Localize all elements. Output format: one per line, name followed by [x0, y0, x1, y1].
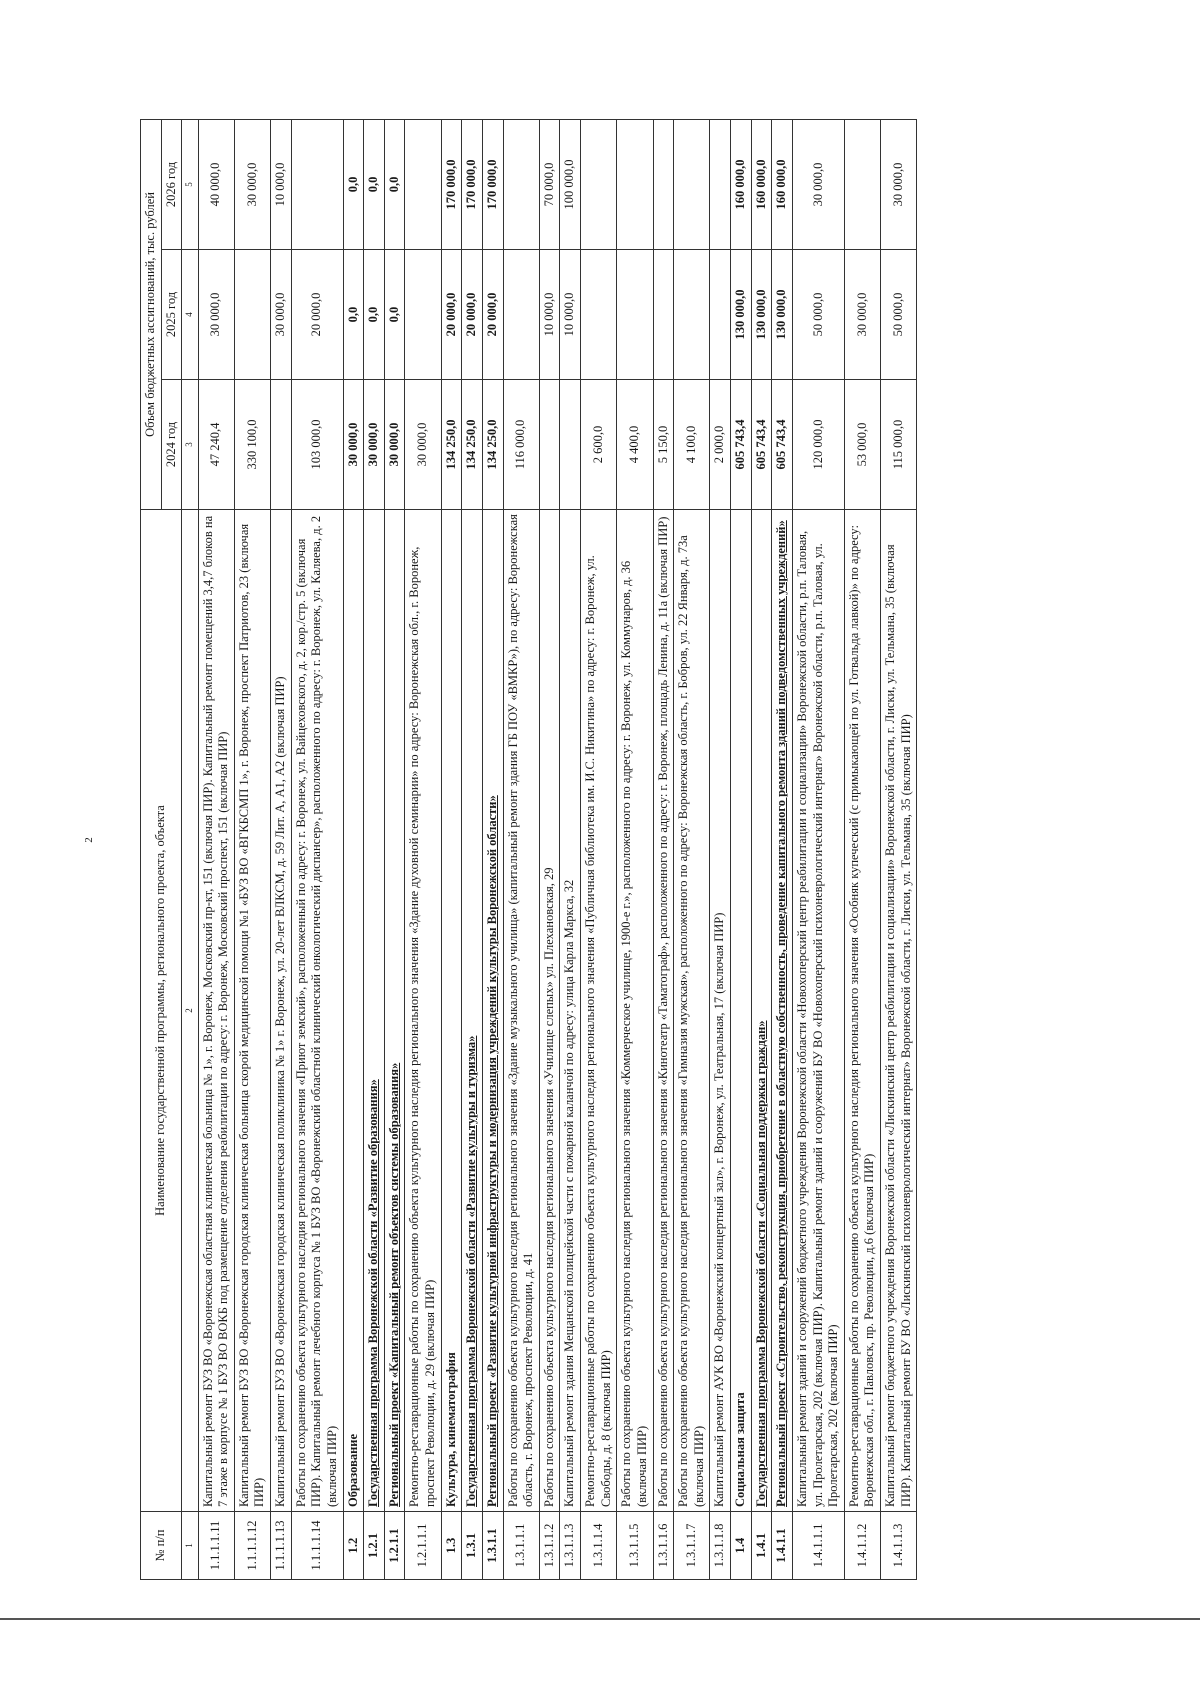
row-name: Капитальный ремонт АУК ВО «Воронежский концертный зал», г. Воронеж, ул. Театральная, 17 (включая ПИР) — [710, 510, 731, 1512]
row-value-2024: 605 743,4 — [731, 380, 752, 510]
row-name: Работы по сохранению объекта культурного наследия регионального значения «Коммерческое училище, 1900-е г.», расположенного по адресу: г. Воронеж, ул. Коммунаров, д. 36 (включая ПИР) — [617, 510, 653, 1512]
row-name: Ремонтно-реставрационные работы по сохранению объекта культурного наследия регионального значения «Здание духовной семинарии» по адресу: Воронежская обл., г. Воронеж, проспект Революции, д. 29 (включая ПИР) — [405, 510, 441, 1512]
row-name: Государственная программа Воронежской области «Развитие образования» — [364, 510, 385, 1512]
header-index-4: 4 — [182, 250, 198, 380]
row-value-2024 — [560, 380, 581, 510]
row-name: Ремонтно-реставрационные работы по сохранению объекта культурного наследия регионального значения «Особняк купеческий (с примыкающей по ул. Готвальда лавкой)» по адресу: Воронежская обл., г. Павловск, пр. Революции, д.6 (включая ПИР) — [844, 510, 880, 1512]
row-number: 1.1.1.1.11 — [198, 1512, 234, 1580]
row-number: 1.4.1.1.3 — [881, 1512, 917, 1580]
row-value-2026: 30 000,0 — [792, 119, 844, 249]
row-value-2026 — [581, 119, 617, 249]
header-index-2: 2 — [182, 510, 198, 1512]
table-row — [617, 119, 653, 1579]
row-value-2025 — [653, 250, 674, 380]
row-value-2026: 170 000,0 — [462, 119, 483, 249]
table-row — [751, 119, 772, 1579]
row-value-2024: 605 743,4 — [772, 380, 793, 510]
row-number: 1.3.1 — [462, 1512, 483, 1580]
budget-table — [140, 119, 917, 1580]
row-value-2026 — [291, 119, 343, 249]
row-value-2026: 160 000,0 — [772, 119, 793, 249]
page-number-mark: 2 — [82, 837, 95, 843]
row-value-2025 — [234, 250, 270, 380]
row-value-2025: 130 000,0 — [751, 250, 772, 380]
table-row — [482, 119, 503, 1579]
row-value-2024: 2 600,0 — [581, 380, 617, 510]
row-name: Региональный проект «Строительство, реконструкция, приобретение в областную собственность, проведение капитального ремонта зданий подведомственных учреждений» — [772, 510, 793, 1512]
row-value-2025: 10 000,0 — [539, 250, 560, 380]
table-row — [710, 119, 731, 1579]
table-row — [653, 119, 674, 1579]
row-value-2024 — [271, 380, 292, 510]
row-value-2026 — [405, 119, 441, 249]
row-value-2024: 134 250,0 — [482, 380, 503, 510]
row-value-2024: 116 000,0 — [503, 380, 539, 510]
row-value-2024: 103 000,0 — [291, 380, 343, 510]
row-value-2026 — [710, 119, 731, 249]
row-number: 1.4.1 — [751, 1512, 772, 1580]
row-value-2025: 50 000,0 — [881, 250, 917, 380]
row-name: Капитальный ремонт БУЗ ВО «Воронежская городская клиническая больница скорой медицинской помощи №1 «БУЗ ВО «ВГКБСМП 1», г. Воронеж, проспект Патриотов, 23 (включая ПИР) — [234, 510, 270, 1512]
row-value-2026: 40 000,0 — [198, 119, 234, 249]
row-name: Государственная программа Воронежской области «Развитие культуры и туризма» — [462, 510, 483, 1512]
row-value-2025: 50 000,0 — [792, 250, 844, 380]
row-value-2025 — [674, 250, 710, 380]
row-value-2026: 0,0 — [343, 119, 364, 249]
budget-table-body — [198, 119, 917, 1579]
table-row — [364, 119, 385, 1579]
row-number: 1.1.1.1.12 — [234, 1512, 270, 1580]
row-value-2026: 170 000,0 — [441, 119, 462, 249]
row-value-2025: 130 000,0 — [731, 250, 752, 380]
row-value-2026: 70 000,0 — [539, 119, 560, 249]
header-col-budget: Объем бюджетных ассигнований, тыс. рублей — [141, 119, 162, 509]
row-value-2024: 134 250,0 — [441, 380, 462, 510]
table-row — [844, 119, 880, 1579]
row-number: 1.4.1.1.1 — [792, 1512, 844, 1580]
row-value-2026: 10 000,0 — [271, 119, 292, 249]
row-value-2025: 0,0 — [343, 250, 364, 380]
row-value-2025 — [581, 250, 617, 380]
header-index-5: 5 — [182, 119, 198, 249]
row-value-2025 — [405, 250, 441, 380]
row-value-2026: 30 000,0 — [881, 119, 917, 249]
row-value-2025: 20 000,0 — [291, 250, 343, 380]
header-col-num: № п/п — [141, 1512, 182, 1580]
row-value-2024: 605 743,4 — [751, 380, 772, 510]
row-value-2026: 160 000,0 — [731, 119, 752, 249]
row-number: 1.3.1.1.2 — [539, 1512, 560, 1580]
row-number: 1.3.1.1.5 — [617, 1512, 653, 1580]
row-value-2026 — [503, 119, 539, 249]
row-number: 1.1.1.1.14 — [291, 1512, 343, 1580]
row-number: 1.3.1.1.4 — [581, 1512, 617, 1580]
row-value-2025 — [710, 250, 731, 380]
row-value-2026 — [674, 119, 710, 249]
row-value-2025: 30 000,0 — [198, 250, 234, 380]
header-year-2026: 2026 год — [161, 119, 182, 249]
row-name: Работы по сохранению объекта культурного наследия регионального значения «Кинотеатр «Таматограф», расположенного по адресу: г. Воронеж, площадь Ленина, д. 11а (включая ПИР) — [653, 510, 674, 1512]
row-number: 1.3.1.1.8 — [710, 1512, 731, 1580]
row-value-2024: 30 000,0 — [384, 380, 405, 510]
row-name: Работы по сохранению объекта культурного наследия регионального значения «Здание музыкального училища» (капитальный ремонт здания ГБ ПОУ «ВМКР»), по адресу: Воронежская область, г. Воронеж, проспект Революции, д. 41 — [503, 510, 539, 1512]
row-name: Капитальный ремонт здания Мещанской полицейской части с пожарной каланчой по адресу: улица Карла Маркса, 32 — [560, 510, 581, 1512]
row-value-2026: 170 000,0 — [482, 119, 503, 249]
row-value-2024: 47 240,4 — [198, 380, 234, 510]
table-row — [503, 119, 539, 1579]
table-row — [441, 119, 462, 1579]
header-col-name: Наименование государственной программы, регионального проекта, объекта — [141, 510, 182, 1512]
row-value-2025: 20 000,0 — [441, 250, 462, 380]
row-number: 1.3.1.1.7 — [674, 1512, 710, 1580]
scan-edge-line — [0, 1618, 1200, 1620]
row-name: Государственная программа Воронежской области «Социальная поддержка граждан» — [751, 510, 772, 1512]
row-value-2024: 30 000,0 — [405, 380, 441, 510]
row-number: 1.3.1.1.6 — [653, 1512, 674, 1580]
row-name: Региональный проект «Развитие культурной инфраструктуры и модернизация учреждений культуры Воронежской области» — [482, 510, 503, 1512]
table-row — [731, 119, 752, 1579]
row-value-2025: 10 000,0 — [560, 250, 581, 380]
row-name: Региональный проект «Капитальный ремонт объектов системы образования» — [384, 510, 405, 1512]
row-value-2024: 330 100,0 — [234, 380, 270, 510]
row-value-2025: 130 000,0 — [772, 250, 793, 380]
row-value-2024: 2 000,0 — [710, 380, 731, 510]
row-value-2026 — [653, 119, 674, 249]
table-row — [792, 119, 844, 1579]
row-value-2024: 4 100,0 — [674, 380, 710, 510]
row-number: 1.3.1.1 — [482, 1512, 503, 1580]
row-number: 1.3.1.1.3 — [560, 1512, 581, 1580]
table-row — [384, 119, 405, 1579]
row-name: Ремонтно-реставрационные работы по сохранению объекта культурного наследия регионального значения «Публичная библиотека им. И.С. Никитина» по адресу: г. Воронеж, ул. Свободы, д. 8 (включая ПИР) — [581, 510, 617, 1512]
row-number: 1.4.1.1 — [772, 1512, 793, 1580]
header-index-1: 1 — [182, 1512, 198, 1580]
row-name: Работы по сохранению объекта культурного наследия регионального значения «Училище слепых» ул. Плехановская, 29 — [539, 510, 560, 1512]
row-number: 1.4.1.1.2 — [844, 1512, 880, 1580]
row-value-2025 — [617, 250, 653, 380]
row-value-2025: 20 000,0 — [462, 250, 483, 380]
header-year-2024: 2024 год — [161, 380, 182, 510]
table-row — [674, 119, 710, 1579]
row-number: 1.4 — [731, 1512, 752, 1580]
row-name: Образование — [343, 510, 364, 1512]
row-name: Капитальный ремонт бюджетного учреждения Воронежской области «Лискинский центр реабилитации и социализации» Воронежской области, г. Лиски, ул. Тельмана, 35 (включая ПИР). Капитальный ремонт БУ ВО «Лискинский психоневрологический интернат» Воронежской области, г. Лиски, ул. Тельмана, 35 (включая ПИР) — [881, 510, 917, 1512]
row-value-2025: 30 000,0 — [844, 250, 880, 380]
table-row — [772, 119, 793, 1579]
table-row — [539, 119, 560, 1579]
row-value-2026: 100 000,0 — [560, 119, 581, 249]
row-number: 1.2 — [343, 1512, 364, 1580]
row-value-2024: 30 000,0 — [364, 380, 385, 510]
row-value-2024: 115 000,0 — [881, 380, 917, 510]
row-value-2024 — [539, 380, 560, 510]
row-value-2025: 20 000,0 — [482, 250, 503, 380]
header-index-3: 3 — [182, 380, 198, 510]
table-row — [881, 119, 917, 1579]
row-name: Капитальный ремонт зданий и сооружений бюджетного учреждения Воронежской области «Новохоперский центр реабилитации и социализации» Воронежской области, р.п. Таловая, ул. Пролетарская, 202 (включая ПИР). Капитальный ремонт зданий и сооружений БУ ВО «Новохоперский психоневрологический интернат» Воронежской области, р.п. Таловая, ул. Пролетарская, 202 (включая ПИР) — [792, 510, 844, 1512]
row-number: 1.2.1.1 — [384, 1512, 405, 1580]
row-value-2026: 0,0 — [364, 119, 385, 249]
row-value-2024: 53 000,0 — [844, 380, 880, 510]
row-number: 1.2.1.1.1 — [405, 1512, 441, 1580]
row-name: Капитальный ремонт БУЗ ВО «Воронежская городская клиническая поликлиника № 1» г. Воронеж, ул. 20-лет ВЛКСМ, д. 59 Лит. А, А1, А2 (включая ПИР) — [271, 510, 292, 1512]
header-year-2025: 2025 год — [161, 250, 182, 380]
row-name: Социальная защита — [731, 510, 752, 1512]
table-row — [405, 119, 441, 1579]
table-row — [271, 119, 292, 1579]
row-value-2024: 134 250,0 — [462, 380, 483, 510]
row-value-2024: 5 150,0 — [653, 380, 674, 510]
table-row — [560, 119, 581, 1579]
table-row — [198, 119, 234, 1579]
row-value-2024: 30 000,0 — [343, 380, 364, 510]
table-row — [291, 119, 343, 1579]
row-name: Работы по сохранению объекта культурного наследия регионального значения «Приют земский», расположенный по адресу: г. Воронеж, ул. Вайцеховского, д. 2, кор./стр. 5 (включая ПИР). Капитальный ремонт лечебного корпуса № 1 БУЗ ВО «Воронежский областной клинический онкологический диспансер», расположенного по адресу: г. Воронеж, ул. Каляева, д. 2 (включая ПИР) — [291, 510, 343, 1512]
row-name: Капитальный ремонт БУЗ ВО «Воронежская областная клиническая больница № 1», г. Воронеж, Московский пр-кт, 151 (включая ПИР). Капитальный ремонт помещений 3,4,7 блоков на 7 этаже в корпусе № 1 БУЗ ВО ВОКБ под размещение отделения реабилитации по адресу: г. Воронеж, Московский проспект, 151 (включая ПИР) — [198, 510, 234, 1512]
row-value-2024: 120 000,0 — [792, 380, 844, 510]
table-row — [343, 119, 364, 1579]
row-name: Культура, кинематография — [441, 510, 462, 1512]
row-value-2025: 30 000,0 — [271, 250, 292, 380]
table-row — [581, 119, 617, 1579]
table-row — [462, 119, 483, 1579]
row-number: 1.2.1 — [364, 1512, 385, 1580]
row-number: 1.3 — [441, 1512, 462, 1580]
row-value-2025: 0,0 — [364, 250, 385, 380]
row-value-2025 — [503, 250, 539, 380]
row-value-2024: 4 400,0 — [617, 380, 653, 510]
row-value-2026: 160 000,0 — [751, 119, 772, 249]
row-value-2025: 0,0 — [384, 250, 405, 380]
table-row — [234, 119, 270, 1579]
row-number: 1.1.1.1.13 — [271, 1512, 292, 1580]
row-name: Работы по сохранению объекта культурного наследия регионального значения «Гимназия мужская», расположенного по адресу: Воронежская область, г. Бобров, ул. 22 Января, д. 73а (включая ПИР) — [674, 510, 710, 1512]
row-value-2026: 30 000,0 — [234, 119, 270, 249]
budget-table-page — [140, 120, 1090, 1580]
row-value-2026 — [617, 119, 653, 249]
row-number: 1.3.1.1.1 — [503, 1512, 539, 1580]
row-value-2026: 0,0 — [384, 119, 405, 249]
row-value-2026 — [844, 119, 880, 249]
